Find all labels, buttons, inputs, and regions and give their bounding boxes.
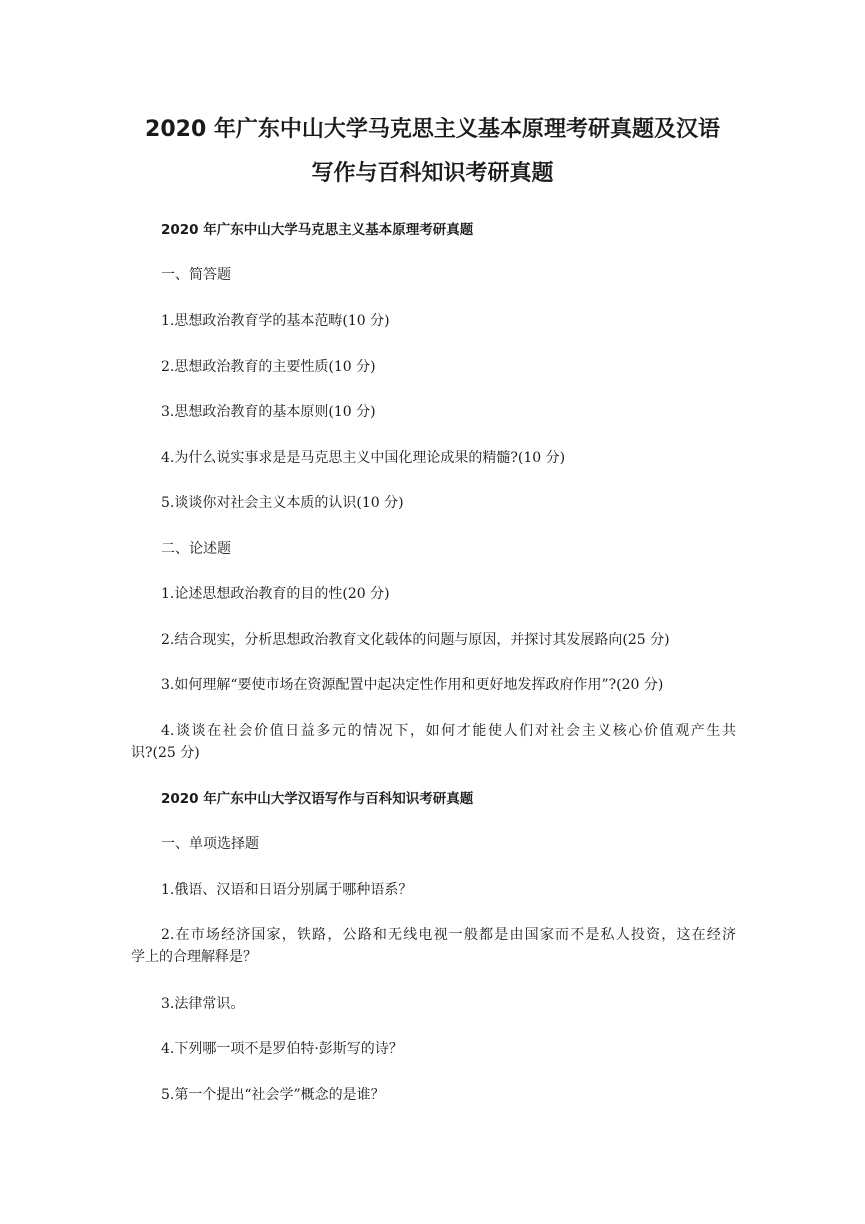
part2-question-5: 5.第一个提出“社会学”概念的是谁？ [161, 1087, 385, 1103]
part2-question-2-line-1: 2.在市场经济国家，铁路，公路和无线电视一般都是由国家而不是私人投资，这在经济 [161, 927, 736, 943]
part2-question-1: 1.俄语、汉语和日语分别属于哪种语系？ [161, 882, 413, 898]
part1-question-5: 5.谈谈你对社会主义本质的认识(10 分) [161, 495, 404, 511]
part1-section-essay: 二、论述题 [161, 541, 231, 557]
part1-heading: 2020 年广东中山大学马克思主义基本原理考研真题 [161, 222, 474, 238]
part1-essay-4-line-1: 4.谈谈在社会价值日益多元的情况下，如何才能使人们对社会主义核心价值观产生共 [161, 723, 736, 739]
part2-question-2 [131, 924, 736, 968]
part2-question-4: 4.下列哪一项不是罗伯特·彭斯写的诗？ [161, 1041, 403, 1057]
part1-question-2: 2.思想政治教育的主要性质(10 分) [161, 359, 376, 375]
part2-question-2-line-2: 学上的合理解释是？ [131, 949, 257, 965]
part2-heading: 2020 年广东中山大学汉语写作与百科知识考研真题 [161, 791, 474, 807]
part1-essay-4 [131, 720, 736, 764]
part1-essay-2: 2.结合现实，分析思想政治教育文化载体的问题与原因，并探讨其发展路向(25 分) [161, 632, 670, 648]
part1-essay-3: 3.如何理解“要使市场在资源配置中起决定性作用和更好地发挥政府作用”?(20 分) [161, 677, 664, 693]
document-title-line-1: 2020 年广东中山大学马克思主义基本原理考研真题及汉语 [145, 117, 720, 142]
part1-section-short-answer: 一、简答题 [161, 267, 231, 283]
part1-essay-4-line-2: 识?(25 分) [131, 745, 200, 761]
document-title-line-2: 写作与百科知识考研真题 [311, 161, 554, 186]
part1-essay-1: 1.论述思想政治教育的目的性(20 分) [161, 586, 390, 602]
part2-section-single-choice: 一、单项选择题 [161, 836, 259, 852]
part1-question-4: 4.为什么说实事求是是马克思主义中国化理论成果的精髓?(10 分) [161, 450, 566, 466]
part1-question-3: 3.思想政治教育的基本原则(10 分) [161, 404, 376, 420]
part1-question-1: 1.思想政治教育学的基本范畴(10 分) [161, 313, 390, 329]
part2-question-3: 3.法律常识。 [161, 996, 245, 1012]
